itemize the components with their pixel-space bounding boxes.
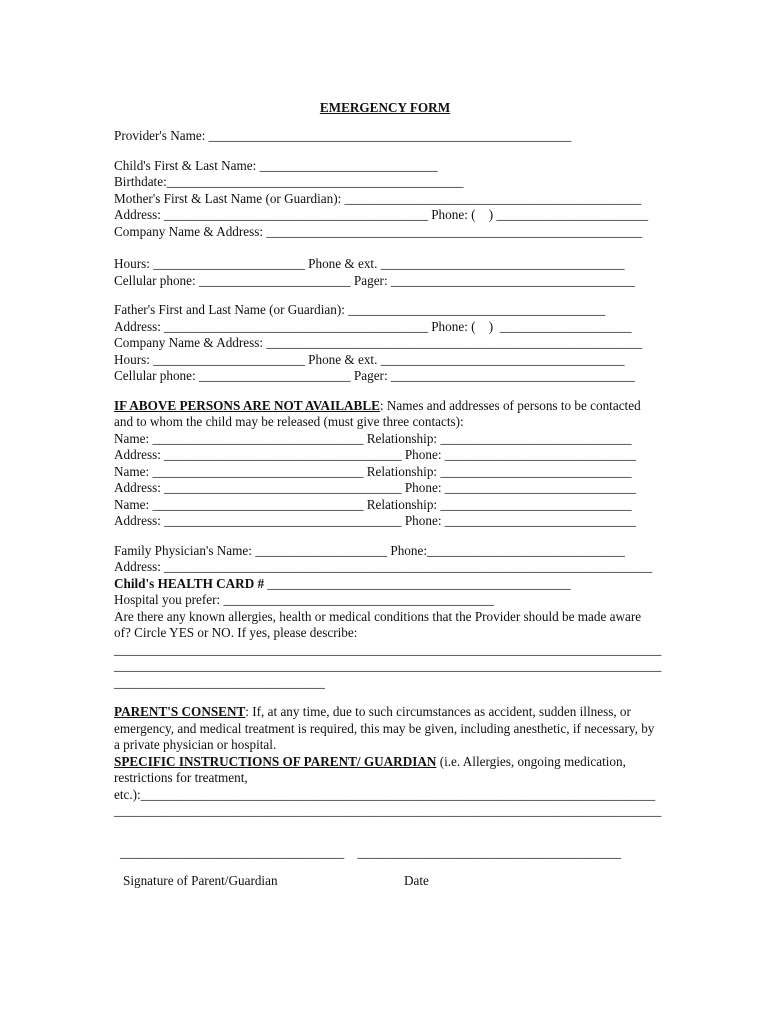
contact-2-name-field[interactable]: Name: ________________________________ Relationship: _____________________________: [114, 463, 632, 479]
unavailable-text: : Names and addresses of persons to be contacted and to whom the child may be released (must give three contacts):: [114, 397, 641, 429]
instructions-field-1[interactable]: etc.):______________________________________________________________________________: [114, 786, 656, 802]
instructions-text: (i.e. Allergies, ongoing medication, restrictions for treatment,: [114, 753, 626, 785]
physician-field[interactable]: Family Physician's Name: ____________________ Phone:______________________________: [114, 542, 625, 558]
instructions-field-2[interactable]: ___________________________________________________________________________________: [114, 803, 662, 818]
consent-paragraph: [114, 704, 659, 754]
instructions-heading: SPECIFIC INSTRUCTIONS OF PARENT/ GUARDIAN: [114, 753, 437, 769]
mother-address-field[interactable]: Address: ________________________________________ Phone: ( ) _______________________: [114, 207, 649, 222]
describe-line-3[interactable]: ________________________________: [114, 674, 325, 690]
child-name-field[interactable]: Child's First & Last Name: ___________________________: [114, 157, 438, 173]
date-label: Date: [404, 873, 429, 888]
birthdate-field[interactable]: Birthdate:_____________________________________________: [114, 174, 464, 189]
father-hours-field[interactable]: Hours: _______________________ Phone & ext. _____________________________________: [114, 351, 625, 367]
describe-line-2[interactable]: ___________________________________________________________________________________: [114, 658, 662, 673]
contact-3-name-field[interactable]: Name: ________________________________ Relationship: _____________________________: [114, 496, 632, 512]
hospital-field[interactable]: Hospital you prefer: _________________________________________: [114, 592, 494, 607]
signature-label: Signature of Parent/Guardian: [123, 873, 278, 888]
health-card-line: ______________________________________________: [264, 575, 571, 591]
form-body: [114, 128, 662, 820]
contact-1-address-field[interactable]: Address: ____________________________________ Phone: _____________________________: [114, 447, 637, 462]
contact-2-address-field[interactable]: Address: ____________________________________ Phone: _____________________________: [114, 480, 637, 495]
mother-company-field[interactable]: Company Name & Address: _________________________________________________________: [114, 223, 643, 239]
contact-3-address-field[interactable]: Address: ____________________________________ Phone: _____________________________: [114, 513, 637, 528]
allergies-question: Are there any known allergies, health or medical conditions that the Provider should be made aware of? Circle YES or NO. If yes, please describe:: [114, 608, 642, 640]
physician-address-field[interactable]: Address: __________________________________________________________________________: [114, 559, 653, 574]
consent-text: : If, at any time, due to such circumstances as accident, sudden illness, or emergency, and medical treatment is required, this may be given, including anesthetic, if necessary, by a private physician or hospital.: [114, 704, 655, 752]
mother-hours-field[interactable]: Hours: _______________________ Phone & ext. _____________________________________: [114, 256, 625, 271]
father-company-field[interactable]: Company Name & Address: _________________________________________________________: [114, 335, 643, 350]
instructions-paragraph: [114, 754, 659, 787]
signature-lines[interactable]: __________________________________ ________________________________________: [120, 845, 622, 860]
contact-1-name-field[interactable]: Name: ________________________________ Relationship: _____________________________: [114, 430, 632, 446]
consent-heading: PARENT'S CONSENT: [114, 704, 246, 719]
mother-name-field[interactable]: Mother's First & Last Name (or Guardian): _____________________________________________: [114, 190, 642, 206]
father-name-field[interactable]: Father's First and Last Name (or Guardian): _______________________________________: [114, 302, 606, 317]
unavailable-heading: IF ABOVE PERSONS ARE NOT AVAILABLE: [114, 397, 380, 413]
form-title: EMERGENCY FORM: [319, 100, 451, 115]
health-card-field[interactable]: [114, 576, 659, 593]
father-address-field[interactable]: Address: ________________________________________ Phone: ( ) ____________________: [114, 318, 632, 334]
health-card-label: Child's HEALTH CARD #: [114, 575, 265, 591]
describe-line-1[interactable]: ___________________________________________________________________________________: [114, 641, 662, 657]
providers-name-field[interactable]: Provider's Name: _______________________________________________________: [114, 128, 572, 143]
father-cell-field[interactable]: Cellular phone: _______________________ Pager: _____________________________________: [114, 368, 635, 383]
mother-cell-field[interactable]: Cellular phone: _______________________ Pager: _____________________________________: [114, 272, 635, 288]
unavailable-paragraph: [114, 398, 659, 431]
